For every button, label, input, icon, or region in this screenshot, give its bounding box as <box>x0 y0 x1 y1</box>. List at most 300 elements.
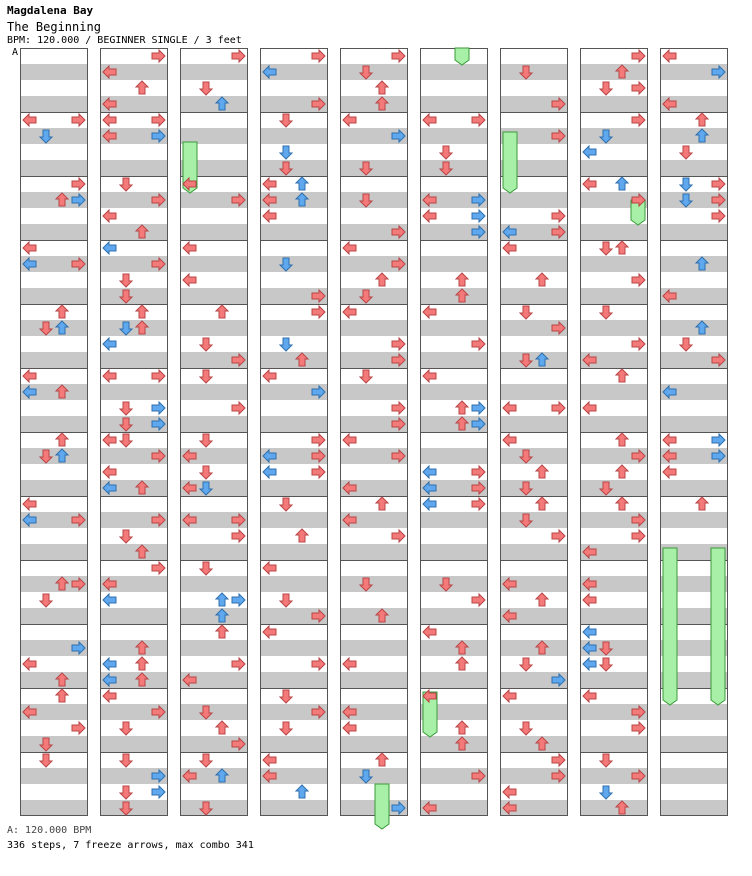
step-arrow-right-icon <box>552 98 565 110</box>
step-arrow-left-icon <box>263 466 276 478</box>
step-arrow-left-icon <box>663 466 676 478</box>
step-arrow-left-icon <box>423 210 436 222</box>
step-arrow-left-icon <box>343 114 356 126</box>
step-arrow-up-icon <box>616 241 628 254</box>
measure-line <box>260 368 328 369</box>
measure-line <box>180 496 248 497</box>
step-arrow-up-icon <box>296 193 308 206</box>
step-arrow-right-icon <box>152 402 165 414</box>
step-arrow-right-icon <box>552 322 565 334</box>
step-arrow-left-icon <box>423 370 436 382</box>
measure-line <box>20 304 88 305</box>
step-arrow-down-icon <box>600 306 612 319</box>
step-arrow-down-icon <box>200 562 212 575</box>
step-arrow-right-icon <box>632 194 645 206</box>
measure-line <box>180 752 248 753</box>
step-arrow-right-icon <box>72 258 85 270</box>
step-arrow-down-icon <box>200 802 212 815</box>
step-arrow-left-icon <box>263 754 276 766</box>
measure-line <box>260 560 328 561</box>
step-arrow-right-icon <box>232 658 245 670</box>
chart-column-3 <box>180 48 248 816</box>
step-arrow-left-icon <box>423 690 436 702</box>
step-arrow-left-icon <box>103 242 116 254</box>
step-arrow-right-icon <box>712 450 725 462</box>
step-arrow-up-icon <box>56 689 68 702</box>
measure-line <box>340 304 408 305</box>
measure-line <box>420 624 488 625</box>
step-arrow-down-icon <box>40 594 52 607</box>
step-arrow-left-icon <box>583 354 596 366</box>
step-arrow-left-icon <box>343 706 356 718</box>
step-arrow-down-icon <box>360 194 372 207</box>
step-arrow-left-icon <box>343 434 356 446</box>
step-arrow-down-icon <box>200 754 212 767</box>
measure-line <box>420 112 488 113</box>
step-arrow-right-icon <box>312 706 325 718</box>
step-arrow-right-icon <box>72 578 85 590</box>
column-border <box>260 48 328 816</box>
step-arrow-left-icon <box>103 98 116 110</box>
step-arrow-up-icon <box>456 273 468 286</box>
step-arrow-up-icon <box>216 769 228 782</box>
measure-line <box>20 112 88 113</box>
measure-line <box>580 432 648 433</box>
step-arrow-right-icon <box>232 530 245 542</box>
measure-line <box>260 752 328 753</box>
step-arrow-down-icon <box>680 338 692 351</box>
step-arrow-right-icon <box>472 402 485 414</box>
step-arrow-right-icon <box>392 258 405 270</box>
measure-line <box>500 112 568 113</box>
measure-line <box>420 688 488 689</box>
step-arrow-right-icon <box>472 226 485 238</box>
step-arrow-right-icon <box>472 194 485 206</box>
step-arrow-up-icon <box>376 273 388 286</box>
measure-line <box>260 176 328 177</box>
step-arrow-right-icon <box>712 210 725 222</box>
step-arrow-right-icon <box>712 354 725 366</box>
step-arrow-left-icon <box>663 98 676 110</box>
step-arrow-right-icon <box>472 418 485 430</box>
step-arrow-left-icon <box>103 482 116 494</box>
step-arrow-left-icon <box>503 578 516 590</box>
step-arrow-left-icon <box>583 626 596 638</box>
step-arrow-up-icon <box>616 65 628 78</box>
step-arrow-right-icon <box>152 258 165 270</box>
step-arrow-down-icon <box>520 450 532 463</box>
freeze-arrow-up <box>455 48 469 65</box>
step-arrow-left-icon <box>343 306 356 318</box>
step-arrow-left-icon <box>183 242 196 254</box>
step-arrow-up-icon <box>56 385 68 398</box>
step-arrow-down-icon <box>360 290 372 303</box>
chart-column-5 <box>340 48 408 816</box>
step-arrow-right-icon <box>472 210 485 222</box>
freeze-arrow-up <box>375 784 389 829</box>
step-arrow-up-icon <box>696 257 708 270</box>
measure-line <box>260 688 328 689</box>
step-arrow-right-icon <box>392 802 405 814</box>
measure-line <box>580 240 648 241</box>
step-arrow-down-icon <box>120 802 132 815</box>
measure-line <box>20 368 88 369</box>
measure-line <box>180 560 248 561</box>
step-arrow-down-icon <box>120 290 132 303</box>
step-arrow-left-icon <box>583 546 596 558</box>
step-arrow-up-icon <box>56 433 68 446</box>
step-arrow-right-icon <box>552 226 565 238</box>
step-arrow-up-icon <box>616 369 628 382</box>
step-arrow-left-icon <box>23 498 36 510</box>
step-arrow-left-icon <box>423 482 436 494</box>
step-arrow-left-icon <box>503 242 516 254</box>
measure-line <box>20 496 88 497</box>
step-arrow-down-icon <box>120 178 132 191</box>
step-arrow-up-icon <box>216 625 228 638</box>
measure-line <box>420 176 488 177</box>
arrow-layer <box>580 48 648 828</box>
step-arrow-down-icon <box>280 162 292 175</box>
step-arrow-down-icon <box>120 530 132 543</box>
step-arrow-down-icon <box>440 146 452 159</box>
measure-line <box>580 176 648 177</box>
step-arrow-left-icon <box>583 146 596 158</box>
chart-column-9 <box>660 48 728 816</box>
step-arrow-up-icon <box>216 305 228 318</box>
step-arrow-left-icon <box>23 386 36 398</box>
step-arrow-down-icon <box>200 82 212 95</box>
step-arrow-down-icon <box>360 578 372 591</box>
measure-line <box>100 624 168 625</box>
step-arrow-down-icon <box>40 130 52 143</box>
column-border <box>340 48 408 816</box>
step-arrow-left-icon <box>183 770 196 782</box>
step-arrow-up-icon <box>456 401 468 414</box>
freeze-arrow-right <box>711 548 725 705</box>
step-arrow-left-icon <box>103 594 116 606</box>
step-arrow-up-icon <box>536 641 548 654</box>
step-arrow-up-icon <box>616 177 628 190</box>
measure-line <box>420 496 488 497</box>
step-arrow-right-icon <box>72 178 85 190</box>
step-arrow-right-icon <box>392 50 405 62</box>
step-arrow-left-icon <box>103 66 116 78</box>
measure-line <box>420 240 488 241</box>
step-arrow-down-icon <box>200 706 212 719</box>
step-arrow-left-icon <box>103 130 116 142</box>
bpm-marker-label: A <box>12 47 19 58</box>
step-arrow-left-icon <box>503 226 516 238</box>
step-arrow-left-icon <box>583 594 596 606</box>
measure-line <box>580 688 648 689</box>
step-arrow-right-icon <box>312 386 325 398</box>
step-arrow-up-icon <box>696 129 708 142</box>
step-arrow-right-icon <box>232 594 245 606</box>
step-arrow-right-icon <box>632 770 645 782</box>
step-arrow-left-icon <box>663 386 676 398</box>
arrow-layer <box>260 48 328 828</box>
step-arrow-right-icon <box>552 530 565 542</box>
measure-line <box>660 112 728 113</box>
step-arrow-down-icon <box>520 354 532 367</box>
step-arrow-down-icon <box>520 306 532 319</box>
measure-line <box>660 624 728 625</box>
measure-line <box>180 240 248 241</box>
chart-column-1 <box>20 48 88 816</box>
step-arrow-left-icon <box>263 370 276 382</box>
step-arrow-left-icon <box>183 514 196 526</box>
step-arrow-right-icon <box>392 338 405 350</box>
measure-line <box>660 752 728 753</box>
step-arrow-down-icon <box>360 162 372 175</box>
step-arrow-down-icon <box>360 66 372 79</box>
measure-line <box>340 240 408 241</box>
measure-line <box>20 240 88 241</box>
step-arrow-right-icon <box>392 418 405 430</box>
measure-line <box>100 240 168 241</box>
step-arrow-left-icon <box>663 290 676 302</box>
column-border <box>100 48 168 816</box>
step-arrow-down-icon <box>200 466 212 479</box>
step-arrow-right-icon <box>232 738 245 750</box>
step-arrow-right-icon <box>712 434 725 446</box>
step-arrow-right-icon <box>152 786 165 798</box>
measure-line <box>580 560 648 561</box>
step-arrow-left-icon <box>263 210 276 222</box>
step-arrow-left-icon <box>263 450 276 462</box>
step-arrow-down-icon <box>520 514 532 527</box>
measure-line <box>660 432 728 433</box>
step-arrow-right-icon <box>72 194 85 206</box>
chart-column-8 <box>580 48 648 816</box>
step-arrow-right-icon <box>472 114 485 126</box>
step-arrow-left-icon <box>263 626 276 638</box>
measure-line <box>420 304 488 305</box>
step-arrow-down-icon <box>200 482 212 495</box>
step-arrow-up-icon <box>456 657 468 670</box>
footer-stats: 336 steps, 7 freeze arrows, max combo 341 <box>7 840 254 851</box>
measure-line <box>20 176 88 177</box>
measure-line <box>420 368 488 369</box>
step-arrow-right-icon <box>152 562 165 574</box>
step-arrow-down-icon <box>120 722 132 735</box>
step-arrow-left-icon <box>103 674 116 686</box>
step-arrow-left-icon <box>503 802 516 814</box>
step-arrow-right-icon <box>472 338 485 350</box>
measure-line <box>100 752 168 753</box>
measure-line <box>100 560 168 561</box>
step-arrow-down-icon <box>600 786 612 799</box>
measure-line <box>340 496 408 497</box>
measure-line <box>180 688 248 689</box>
step-arrow-right-icon <box>392 530 405 542</box>
freeze-arrow-left <box>663 548 677 705</box>
step-arrow-up-icon <box>456 641 468 654</box>
step-arrow-left-icon <box>583 642 596 654</box>
step-arrow-up-icon <box>136 225 148 238</box>
step-arrow-left-icon <box>183 450 196 462</box>
step-arrow-left-icon <box>503 690 516 702</box>
step-arrow-up-icon <box>696 113 708 126</box>
step-arrow-down-icon <box>280 690 292 703</box>
step-arrow-right-icon <box>552 770 565 782</box>
step-arrow-left-icon <box>503 434 516 446</box>
measure-line <box>100 368 168 369</box>
step-arrow-right-icon <box>472 770 485 782</box>
measure-line <box>260 112 328 113</box>
measure-line <box>20 688 88 689</box>
chart-column-6 <box>420 48 488 816</box>
step-arrow-right-icon <box>392 450 405 462</box>
measure-line <box>580 304 648 305</box>
step-arrow-right-icon <box>152 418 165 430</box>
measure-line <box>500 176 568 177</box>
step-arrow-up-icon <box>536 737 548 750</box>
step-arrow-right-icon <box>632 50 645 62</box>
step-arrow-right-icon <box>152 50 165 62</box>
step-arrow-up-icon <box>136 545 148 558</box>
step-arrow-up-icon <box>536 465 548 478</box>
step-arrow-up-icon <box>456 721 468 734</box>
step-arrow-left-icon <box>183 178 196 190</box>
measure-line <box>340 624 408 625</box>
step-arrow-down-icon <box>280 722 292 735</box>
step-arrow-left-icon <box>263 194 276 206</box>
step-arrow-left-icon <box>263 562 276 574</box>
step-arrow-left-icon <box>663 450 676 462</box>
measure-line <box>180 432 248 433</box>
step-arrow-right-icon <box>152 130 165 142</box>
step-arrow-left-icon <box>103 434 116 446</box>
step-arrow-right-icon <box>632 114 645 126</box>
step-arrow-left-icon <box>423 306 436 318</box>
step-arrow-down-icon <box>40 754 52 767</box>
step-arrow-left-icon <box>183 674 196 686</box>
step-arrow-left-icon <box>23 370 36 382</box>
measure-line <box>100 304 168 305</box>
measure-line <box>580 624 648 625</box>
step-arrow-up-icon <box>56 449 68 462</box>
step-arrow-right-icon <box>472 466 485 478</box>
step-arrow-right-icon <box>392 402 405 414</box>
step-arrow-right-icon <box>232 50 245 62</box>
step-arrow-right-icon <box>632 514 645 526</box>
step-arrow-right-icon <box>152 370 165 382</box>
measure-line <box>660 368 728 369</box>
step-arrow-up-icon <box>616 465 628 478</box>
measure-line <box>260 624 328 625</box>
measure-line <box>100 432 168 433</box>
column-border <box>420 48 488 816</box>
step-arrow-up-icon <box>536 273 548 286</box>
step-arrow-up-icon <box>136 321 148 334</box>
column-stripes <box>580 48 648 816</box>
step-arrow-up-icon <box>456 737 468 750</box>
measure-line <box>420 560 488 561</box>
step-arrow-right-icon <box>552 130 565 142</box>
step-arrow-left-icon <box>23 706 36 718</box>
step-arrow-right-icon <box>72 514 85 526</box>
step-arrow-left-icon <box>23 658 36 670</box>
arrow-layer <box>100 48 168 828</box>
step-arrow-down-icon <box>440 578 452 591</box>
step-arrow-up-icon <box>136 641 148 654</box>
chart-column-2 <box>100 48 168 816</box>
step-arrow-left-icon <box>663 434 676 446</box>
step-arrow-up-icon <box>56 305 68 318</box>
step-arrow-up-icon <box>616 497 628 510</box>
measure-line <box>340 176 408 177</box>
measure-line <box>660 496 728 497</box>
step-arrow-down-icon <box>680 178 692 191</box>
step-arrow-left-icon <box>343 242 356 254</box>
freeze-arrow-right <box>631 200 645 225</box>
step-arrow-down-icon <box>120 754 132 767</box>
measure-line <box>660 240 728 241</box>
measure-line <box>500 496 568 497</box>
step-arrow-left-icon <box>103 690 116 702</box>
step-arrow-down-icon <box>520 722 532 735</box>
measure-line <box>340 368 408 369</box>
measure-line <box>20 624 88 625</box>
measure-line <box>260 240 328 241</box>
step-arrow-down-icon <box>520 66 532 79</box>
step-arrow-up-icon <box>296 529 308 542</box>
column-stripes <box>420 48 488 816</box>
step-arrow-right-icon <box>152 706 165 718</box>
measure-line <box>100 176 168 177</box>
step-arrow-down-icon <box>40 322 52 335</box>
measure-line <box>500 368 568 369</box>
chart-column-7 <box>500 48 568 816</box>
step-arrow-left-icon <box>263 178 276 190</box>
bpm-marker-line <box>20 50 88 51</box>
step-arrow-right-icon <box>312 98 325 110</box>
step-arrow-right-icon <box>632 722 645 734</box>
arrow-layer <box>500 48 568 828</box>
step-arrow-left-icon <box>423 194 436 206</box>
step-arrow-down-icon <box>200 370 212 383</box>
step-arrow-left-icon <box>263 66 276 78</box>
step-arrow-down-icon <box>120 786 132 799</box>
arrow-layer <box>660 48 728 828</box>
step-arrow-down-icon <box>440 162 452 175</box>
measure-line <box>660 560 728 561</box>
arrow-layer <box>420 48 488 828</box>
step-arrow-left-icon <box>503 786 516 798</box>
measure-line <box>100 496 168 497</box>
column-stripes <box>500 48 568 816</box>
step-arrow-right-icon <box>312 50 325 62</box>
step-arrow-right-icon <box>232 514 245 526</box>
measure-line <box>500 432 568 433</box>
column-border <box>580 48 648 816</box>
step-arrow-down-icon <box>120 322 132 335</box>
measure-line <box>100 112 168 113</box>
measure-line <box>340 688 408 689</box>
step-arrow-right-icon <box>632 530 645 542</box>
step-arrow-right-icon <box>152 770 165 782</box>
step-arrow-left-icon <box>103 370 116 382</box>
step-arrow-left-icon <box>103 338 116 350</box>
song-artist: Magdalena Bay <box>7 4 94 17</box>
step-arrow-left-icon <box>343 482 356 494</box>
step-arrow-right-icon <box>712 178 725 190</box>
step-arrow-right-icon <box>152 194 165 206</box>
measure-line <box>20 560 88 561</box>
step-arrow-left-icon <box>583 402 596 414</box>
